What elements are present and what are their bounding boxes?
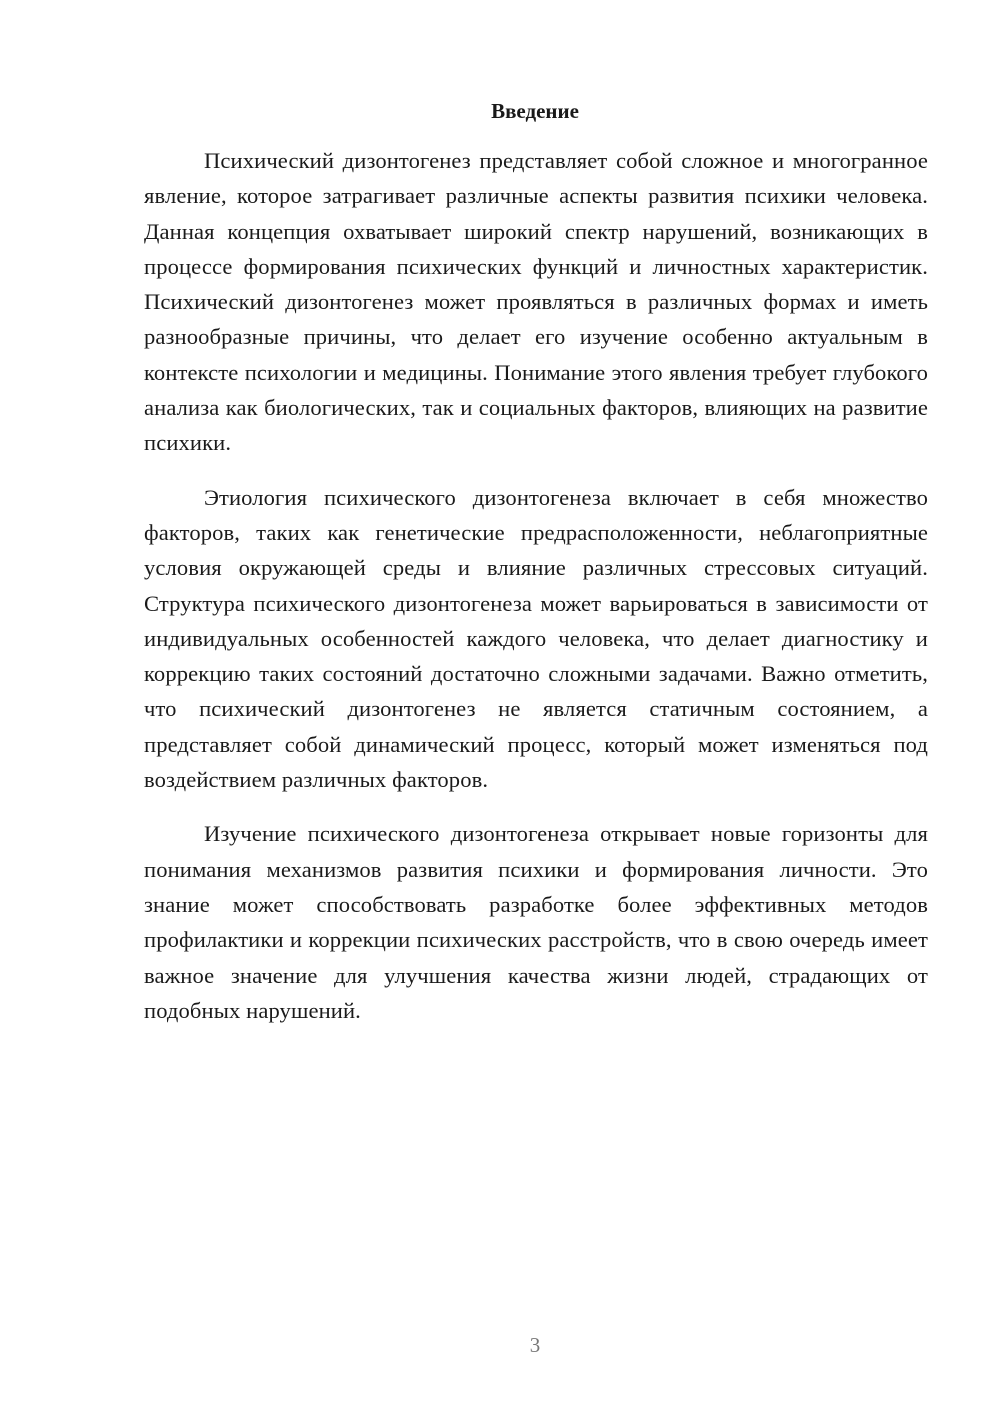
document-body: [144, 143, 928, 1047]
paragraph-study: Изучение психического дизонтогенеза открывает новые горизонты для понимания механизмов развития психики и формирования личности. Это знание может способствовать разработке более эффективных методов профилактики и коррекции психических расстройств, что в свою очередь имеет важное значение для улучшения качества жизни людей, страдающих от подобных нарушений.: [144, 821, 928, 1023]
paragraph-intro: Психический дизонтогенез представляет собой сложное и многогранное явление, которое затрагивает различные аспекты развития психики человека. Данная концепция охватывает широкий спектр нарушений, возникающих в процессе формирования психических функций и личностных характеристик. Психический дизонтогенез может проявляться в различных формах и иметь разнообразные причины, что делает его изучение особенно актуальным в контексте психологии и медицины. Понимание этого явления требует глубокого анализа как биологических, так и социальных факторов, влияющих на развитие психики.: [144, 148, 928, 456]
paragraph-etiology: Этиология психического дизонтогенеза включает в себя множество факторов, таких как генетические предрасположенности, неблагоприятные условия окружающей среды и влияние различных стрессовых ситуаций. Структура психического дизонтогенеза может варьироваться в зависимости от индивидуальных особенностей каждого человека, что делает диагностику и коррекцию таких состояний достаточно сложными задачами. Важно отметить, что психический дизонтогенез не является статичным состоянием, а представляет собой динамический процесс, который может изменяться под воздействием различных факторов.: [144, 484, 928, 793]
page-number: 3: [529, 1333, 541, 1357]
page-title: Введение: [491, 99, 579, 123]
